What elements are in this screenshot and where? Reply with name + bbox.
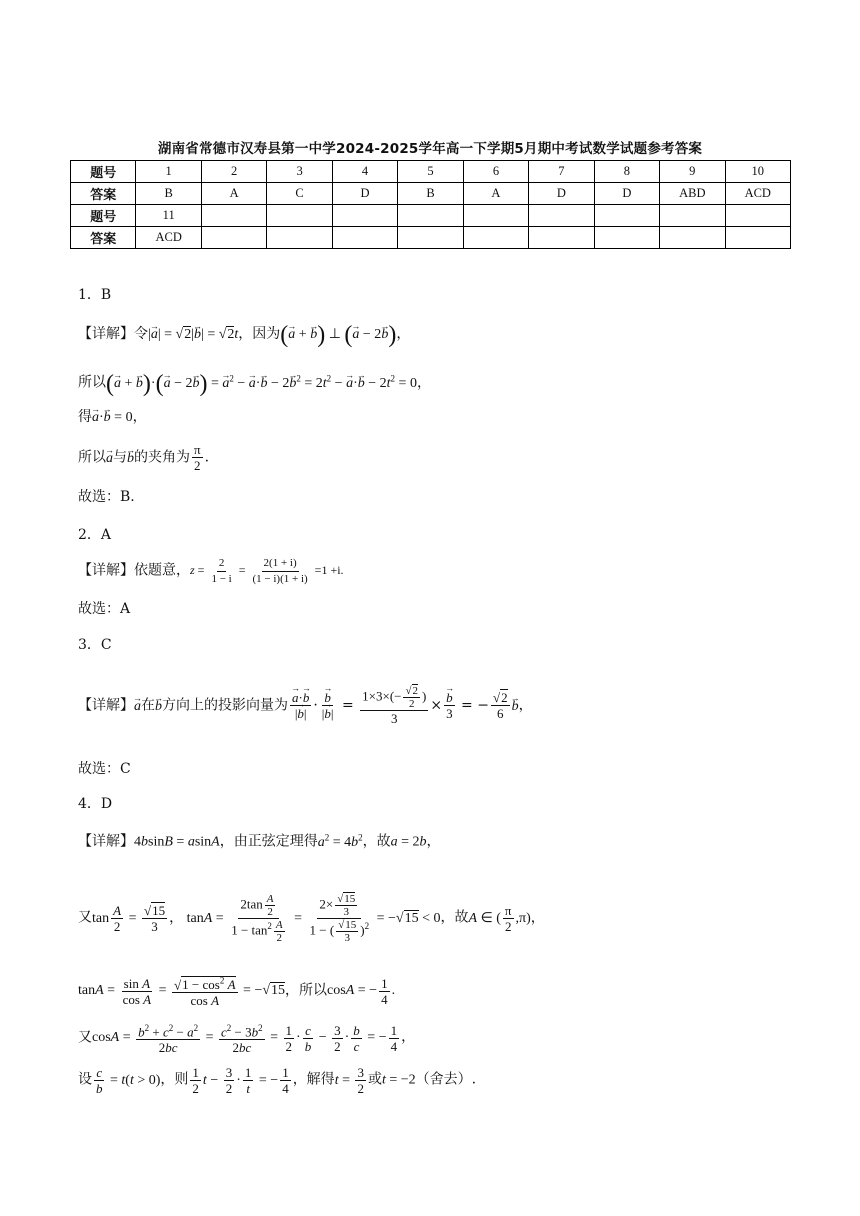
table-cell: ABD [660, 183, 725, 205]
q4-text: （舍去）. [415, 1071, 477, 1088]
q4-line3: tanA = $\frac{\text{sin A}}{\text{cos A}}$ = $\frac{√1 - \cos^2 A}{\text{cos A}}$ = −√15，所以cosA = − $\frac{1}{4}$ . [78, 975, 396, 1009]
q1-text: 所以 [78, 374, 106, 391]
detail-label: 【详解】 [78, 833, 134, 850]
table-cell [398, 227, 463, 249]
table-cell [463, 205, 528, 227]
table-cell [332, 205, 397, 227]
q1-text: 的夹角为 [134, 449, 190, 466]
table-cell [725, 205, 790, 227]
table-row [71, 227, 791, 249]
table-cell: D [529, 183, 594, 205]
q1-line1: 【详解】令|→ a| = √2|→ b| = √2t，因为(→ a + → b) ⊥ (→ a − 2→ b)， [78, 323, 410, 346]
table-header-cell: 题号 [71, 161, 136, 183]
q4-text: ，故 [362, 833, 391, 850]
detail-label: 【详解】 [78, 562, 134, 579]
table-row [71, 205, 791, 227]
q1-text: 得 [78, 409, 92, 425]
table-cell [529, 205, 594, 227]
table-cell [529, 227, 594, 249]
table-cell [398, 205, 463, 227]
q4-text: ，故 [440, 909, 469, 926]
q4-line2: 又tan $\frac{A}{2}$ = $\frac{√15}{3}$ ， tanA = 2tan $\frac{A}{2}$ $1 - \tan^2$ $\frac{A}{2}$ = 2× $\frac{√15}{3}$ 1 − ( $\frac{√15}{3}$ )$^2$ = −√15 < 0，故A ∈ ( $\frac{\pi}{2}$ ,π)， [78, 893, 545, 944]
table-row [71, 161, 791, 183]
table-cell [463, 227, 528, 249]
table-cell [594, 227, 659, 249]
q4-text: ，则 [160, 1071, 189, 1088]
q3-conclusion [78, 758, 131, 780]
q1-heading [78, 284, 111, 306]
table-cell [660, 205, 725, 227]
q1-line3: 得→ a·→ b = 0， [78, 406, 147, 429]
table-cell: 2 [201, 161, 266, 183]
table-cell: 4 [332, 161, 397, 183]
table-row [71, 183, 791, 205]
table-cell: 3 [267, 161, 332, 183]
q4-text: 或 [367, 1071, 382, 1088]
q4-text: ，由正弦定理得 [219, 833, 318, 850]
table-cell: 1 [136, 161, 201, 183]
answer-table [70, 160, 791, 249]
q1-text: ，因为 [238, 326, 281, 342]
q2-heading-text: 2．A [78, 527, 112, 543]
table-cell: ACD [725, 183, 790, 205]
table-cell: 11 [136, 205, 201, 227]
table-cell: B [136, 183, 201, 205]
q1-conclusion-text: 故选：B. [78, 489, 135, 505]
page-title: 湖南省常德市汉寿县第一中学2024-2025学年高一下学期5月期中考试数学试题参考答案 [157, 141, 703, 157]
q1-heading-text: 1．B [78, 287, 112, 303]
detail-label: 【详解】 [78, 697, 134, 714]
q3-heading [78, 634, 112, 656]
q4-text: 又 [78, 1029, 92, 1046]
table-cell: 7 [529, 161, 594, 183]
q4-text: 又 [78, 909, 92, 926]
table-cell [594, 205, 659, 227]
table-cell: B [398, 183, 463, 205]
table-cell: A [463, 183, 528, 205]
detail-label: 【详解】 [78, 326, 134, 342]
table-cell [267, 227, 332, 249]
table-cell [332, 227, 397, 249]
table-cell: 6 [463, 161, 528, 183]
q3-text: 方向上的投影向量为 [162, 697, 288, 714]
q3-text: 在 [141, 697, 155, 714]
q2-line1: 【详解】依题意，z = $\frac{2}{1 - i}$ = $\frac{2(1 + i)}{(1 - i)(1 + i)}$ =1 +i. [78, 557, 344, 585]
table-cell: 9 [660, 161, 725, 183]
q1-text: 令 [134, 326, 148, 342]
table-cell: 8 [594, 161, 659, 183]
table-cell: ACD [136, 227, 201, 249]
q2-conclusion-text: 故选：A [78, 601, 131, 617]
q1-text: 所以 [78, 449, 106, 466]
q4-line1: 【详解】4bsinB = asinA，由正弦定理得$a^2 = 4b^2$，故a = 2b， [78, 832, 441, 850]
table-cell: D [594, 183, 659, 205]
table-header-cell: 题号 [71, 205, 136, 227]
q4-line4: 又cosA = $\frac{b^2 + c^2 - a^2}{2bc}$ = $\frac{c^2 - 3b^2}{2bc}$ = $\frac{1}{2}$ · $\frac{c}{b}$ − $\frac{3}{2}$ · $\frac{b}{c}$ = − $\frac{1}{4}$ ， [78, 1022, 416, 1056]
q4-heading-text: 4．D [78, 796, 113, 812]
table-cell: A [201, 183, 266, 205]
q4-text: ，解得 [292, 1071, 335, 1088]
q4-text: ，所以 [285, 982, 328, 999]
table-header-cell: 答案 [71, 227, 136, 249]
table-cell [725, 227, 790, 249]
table-cell [201, 205, 266, 227]
q2-conclusion [78, 598, 130, 620]
table-cell [660, 227, 725, 249]
q1-line2: 所以(→ a + → b)·(→ a − 2→ b) = → $a^2$ − → $a\cdot\to b - 2\to b^2 = 2t^2$ − → $a\cdot\to b - 2t^2 = 0$， [78, 367, 431, 395]
q1-line4: 所以→ a与→ b的夹角为 $\frac{\pi}{2}$ . [78, 442, 209, 473]
q4-heading [78, 793, 112, 815]
table-cell: D [332, 183, 397, 205]
table-cell: C [267, 183, 332, 205]
table-cell: 5 [398, 161, 463, 183]
q3-heading-text: 3．C [78, 637, 112, 653]
q3-line1: 【详解】→ a在→ b方向上的投影向量为 → $\frac{a\cdot\to b}{|\to b|}$ · → $\frac{b}{|\to b|}$ = 1×3×(− $\frac{√2}{2}$ ) 3 × → $\frac{b}{3}$ = − $\frac{√2}{6}$ → b， [78, 685, 533, 726]
q4-text: 设 [78, 1071, 92, 1088]
q4-line5: 设 $\frac{c}{b}$ = t(t > 0)，则 $\frac{1}{2}$ t − $\frac{3}{2}$ · $\frac{1}{t}$ = − $\frac{1}{4}$ ，解得t = $\frac{3}{2}$ 或t = −2（舍去）. [78, 1065, 477, 1096]
q1-text: 与 [113, 449, 127, 466]
q2-heading [78, 524, 111, 546]
q2-text: 依题意， [134, 562, 190, 579]
table-cell [267, 205, 332, 227]
q3-conclusion-text: 故选：C [78, 761, 131, 777]
q1-conclusion [78, 486, 135, 508]
table-cell: 10 [725, 161, 790, 183]
table-cell [201, 227, 266, 249]
table-header-cell: 答案 [71, 183, 136, 205]
